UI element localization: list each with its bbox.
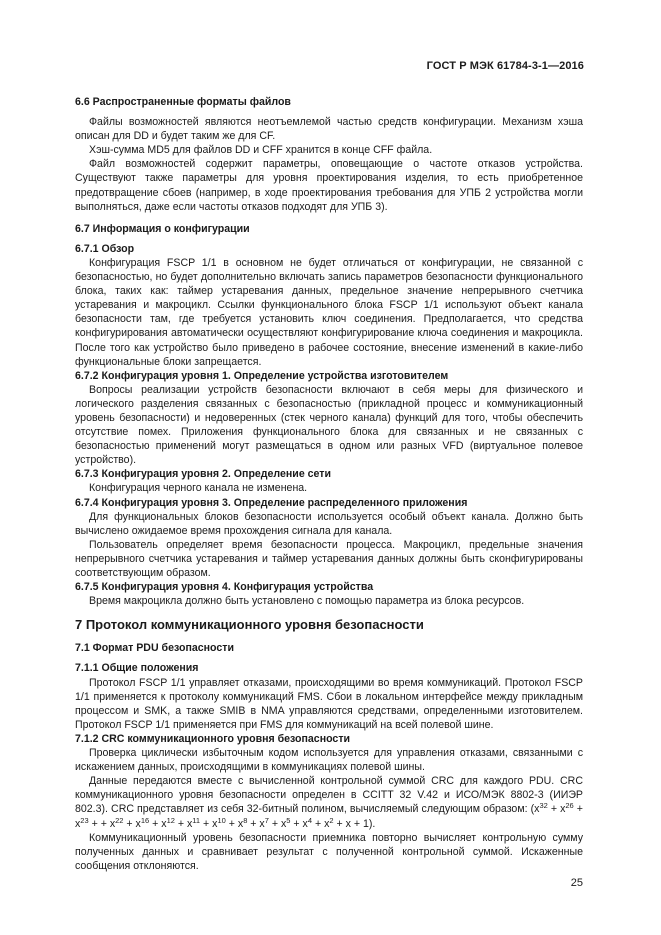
exponent: 4 bbox=[307, 815, 312, 825]
exponent: 7 bbox=[264, 815, 269, 825]
exponent: 8 bbox=[243, 815, 248, 825]
paragraph: Хэш-сумма MD5 для файлов DD и CFF хранится в конце CFF файла. bbox=[89, 144, 433, 157]
page-number: 25 bbox=[570, 877, 583, 889]
section-6-7-3-title: 6.7.3 Конфигурация уровня 2. Определение сети bbox=[75, 468, 331, 481]
paragraph: Коммуникационный уровень безопасности приемника повторно вычисляет контрольную сумму полученных данных и сравнивает результат с полученной контрольной суммой. Искаженные сообщения отклоняются. bbox=[75, 831, 583, 872]
paragraph: Пользователь определяет время безопасности процесса. Макроцикл, предельные значения непрерывного счетчика устаревания и таймер устаревания данных должны быть сконфигурированы соответствующим образом. bbox=[75, 538, 583, 579]
exponent: 23 bbox=[80, 815, 89, 825]
section-7-1-1-title: 7.1.1 Общие положения bbox=[75, 662, 199, 675]
exponent: 11 bbox=[192, 815, 201, 825]
section-7-1-title: 7.1 Формат PDU безопасности bbox=[75, 642, 234, 655]
section-6-7-2-title: 6.7.2 Конфигурация уровня 1. Определение устройства изготовителем bbox=[75, 369, 449, 382]
exponent: 10 bbox=[217, 815, 226, 825]
paragraph: Время макроцикла должно быть установлено с помощью параметра из блока ресурсов. bbox=[89, 595, 525, 608]
crc-polynomial-paragraph: Данные передаются вместе с вычисленной контрольной суммой CRC для каждого PDU. CRC коммуникационного уровня безопасности определен в CCITT 32 V.42 и ИСО/МЭК 8802-3 (ИИЭР 802.3). CRC представляет из себя 32-битный полином, вычисляемый следующим образом: ($x^{32} + x^{26} + x^{23}$ + + $x^{22} + x^{16} + x^{12} + x^{11} + x^{10} + x^8 + x^7 + x^5 + x^4 + x^2 + x + 1$). bbox=[75, 775, 583, 830]
paragraph-text: Данные передаются вместе с вычисленной контрольной суммой CRC для каждого PDU. CRC коммуникационного уровня безопасности определен в CCITT 32 V.42 и ИСО/МЭК 8802-3 (ИИЭР 802.3). CRC представляет из себя 32-битный полином, вычисляемый следующим образом: (x bbox=[75, 775, 583, 816]
exponent: 22 bbox=[115, 815, 124, 825]
section-7-title: 7 Протокол коммуникационного уровня безопасности bbox=[75, 617, 424, 633]
exponent: 2 bbox=[329, 815, 334, 825]
exponent: 16 bbox=[140, 815, 150, 825]
section-7-1-2-title: 7.1.2 CRC коммуникационного уровня безопасности bbox=[75, 732, 351, 745]
section-6-7-1-title: 6.7.1 Обзор bbox=[75, 242, 135, 255]
paragraph: Конфигурация FSCP 1/1 в основном не будет отличаться от конфигурации, не связанной с безопасностью, но будет дополнительно включать запись параметров безопасности функционального блока, таких как: таймер устаревания данных, предельное значение непрерывного счетчика устаревания и макроцикл. Ссылки функционального блока FSCP 1/1 используют объект канала безопасности там, где требуется установить ключ соединения. Предполагается, что средства конфигурирования автоматически осуществляют конфигурирование ключа соединения и макроцикла. После того как устройство было приведено в рабочее состояние, внесение изменений в какие-либо функциональные блоки запрещается. bbox=[75, 256, 583, 368]
paragraph: Конфигурация черного канала не изменена. bbox=[89, 482, 308, 495]
section-6-6-title: 6.6 Распространенные форматы файлов bbox=[75, 96, 291, 108]
exponent: 5 bbox=[286, 815, 291, 825]
section-6-7-4-title: 6.7.4 Конфигурация уровня 3. Определение распределенного приложения bbox=[75, 496, 468, 509]
exponent: 26 bbox=[565, 801, 574, 811]
paragraph: Вопросы реализации устройств безопасности включают в себя меры для физического и логического разделения связанных с безопасностью (прикладной процесс и коммуникационный уровень безопасности) и недоверенных (стек черного канала) функций для того, чтобы обеспечить отсутствие помех. Приложения функционального блока для связанных и не связанных с безопасностью применений могут размещаться в одном или разных VFD (виртуальное полевое устройство). bbox=[75, 383, 583, 467]
paragraph: Протокол FSCP 1/1 управляет отказами, происходящими во время коммуникаций. Протокол FSCP 1/1 применяется к протоколу коммуникаций FMS. Сбои в локальном интерфейсе между прикладным процессом и SMK, а также SMIB в NMA управляются средствами, определенными изготовителем. Протокол FSCP 1/1 применяется при FMS для коммуникаций на всей полевой шине. bbox=[75, 676, 583, 731]
document-header: ГОСТ Р МЭК 61784-3-1—2016 bbox=[426, 60, 584, 72]
exponent: 12 bbox=[166, 815, 175, 825]
paragraph: Файл возможностей содержит параметры, оповещающие о частоте отказов устройства. Существуют также параметры для уровня проектирования изделия, то есть приобретенное предотвращение сбоев (например, в ходе проектирования требования для УПБ 2 устройства могли выполняться, даже если частоты отказов подходят для УПБ 3). bbox=[75, 158, 583, 213]
section-6-7-5-title: 6.7.5 Конфигурация уровня 4. Конфигурация устройства bbox=[75, 581, 374, 594]
paragraph: Файлы возможностей являются неотъемлемой частью средств конфигурации. Механизм хэша описан для DD и будет таким же для CF. bbox=[75, 116, 583, 143]
paragraph: Для функциональных блоков безопасности используется особый объект канала. Должно быть вычислено ожидаемое время прохождения сигнала для канала. bbox=[75, 510, 583, 537]
exponent: 32 bbox=[539, 801, 548, 811]
paragraph: Проверка циклически избыточным кодом используется для управления отказами, связанными с искажением данных, происходящими в коммуникациях полевой шины. bbox=[75, 747, 583, 774]
section-6-7-title: 6.7 Информация о конфигурации bbox=[75, 222, 250, 235]
document-body bbox=[75, 95, 583, 873]
